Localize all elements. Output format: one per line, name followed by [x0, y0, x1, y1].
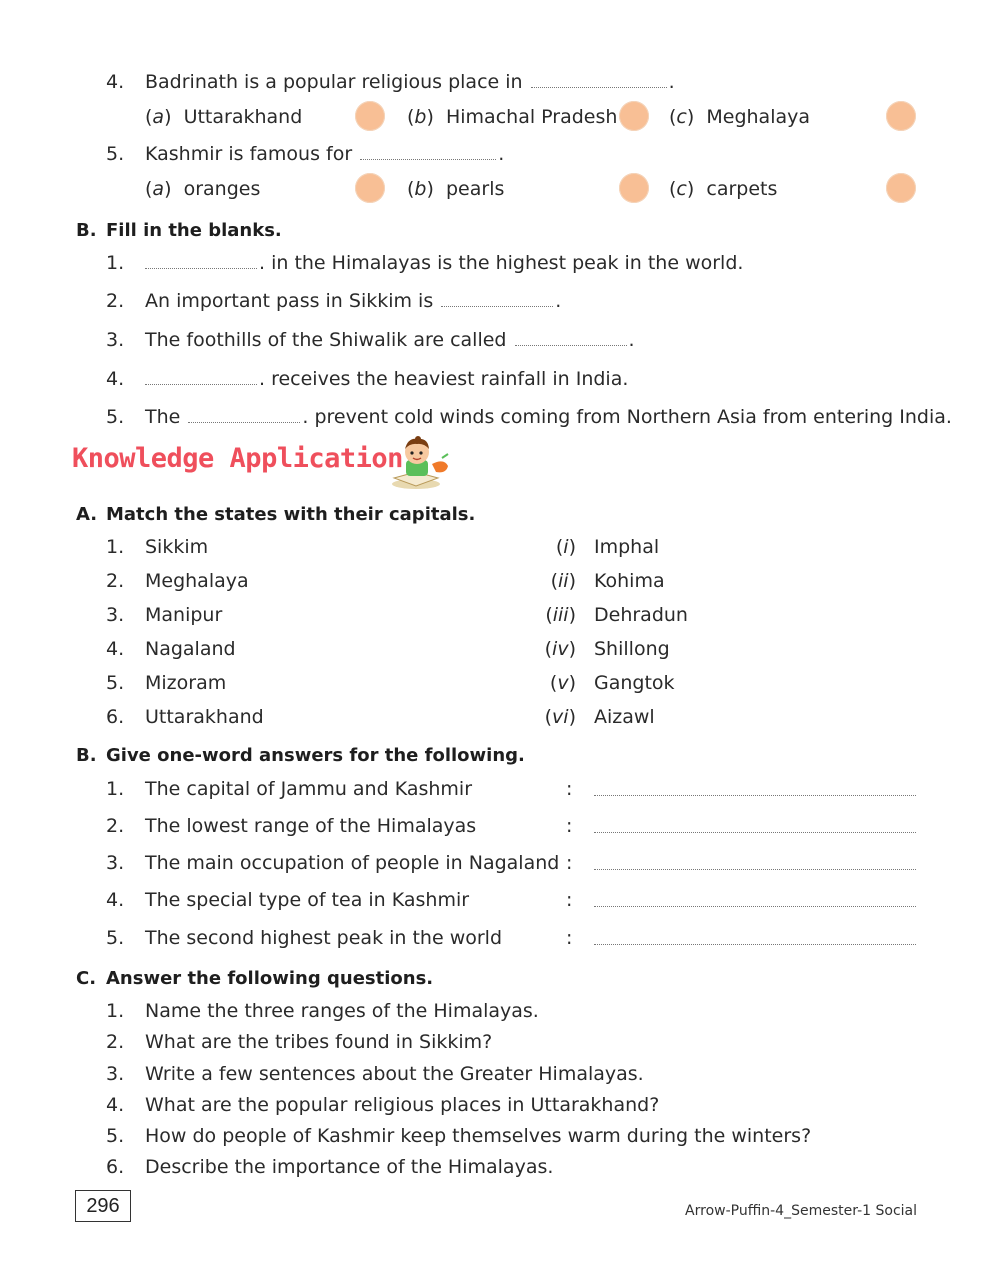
- capital-name: Shillong: [594, 638, 670, 660]
- option-b-bubble[interactable]: [619, 173, 649, 203]
- state-name: Sikkim: [145, 536, 209, 558]
- item-number: 1.: [106, 252, 125, 274]
- item-number: 6.: [106, 1156, 125, 1178]
- roman-numeral: (ii): [550, 570, 576, 592]
- section-heading: Answer the following questions.: [106, 968, 434, 989]
- answer-blank[interactable]: [515, 331, 627, 346]
- answer-line[interactable]: [594, 944, 916, 945]
- roman-numeral: (i): [555, 536, 576, 558]
- page-number: 296: [75, 1190, 131, 1222]
- section-heading: Give one-word answers for the following.: [106, 745, 525, 766]
- question-text: Name the three ranges of the Himalayas.: [145, 1000, 539, 1022]
- section-title: Knowledge Application: [72, 443, 403, 474]
- item-number: 3.: [106, 1063, 125, 1085]
- answer-line[interactable]: [594, 832, 916, 833]
- option-a-bubble[interactable]: [355, 173, 385, 203]
- colon: :: [566, 889, 573, 911]
- question-text: How do people of Kashmir keep themselves warm during the winters?: [145, 1125, 812, 1147]
- capital-name: Kohima: [594, 570, 665, 592]
- capital-name: Gangtok: [594, 672, 675, 694]
- question-number: 5.: [106, 143, 125, 165]
- item-number: 2.: [106, 290, 125, 312]
- option-a: (a) Uttarakhand: [145, 106, 303, 128]
- roman-numeral: (iv): [544, 638, 576, 660]
- option-b: (b) pearls: [407, 178, 505, 200]
- question-text: What are the tribes found in Sikkim?: [145, 1031, 493, 1053]
- option-c: (c) Meghalaya: [669, 106, 811, 128]
- answer-blank[interactable]: [145, 254, 257, 269]
- question-text: The second highest peak in the world: [145, 927, 503, 949]
- answer-blank[interactable]: [188, 408, 300, 423]
- answer-blank[interactable]: [441, 292, 553, 307]
- section-letter: B.: [76, 745, 97, 766]
- blank-item-2: An important pass in Sikkim is .: [145, 290, 562, 312]
- option-c-bubble[interactable]: [886, 173, 916, 203]
- state-name: Mizoram: [145, 672, 227, 694]
- colon: :: [566, 815, 573, 837]
- answer-line[interactable]: [594, 795, 916, 796]
- capital-name: Aizawl: [594, 706, 655, 728]
- blank-item-3: The foothills of the Shiwalik are called .: [145, 329, 635, 351]
- colon: :: [566, 852, 573, 874]
- question-text: Write a few sentences about the Greater Himalayas.: [145, 1063, 644, 1085]
- option-c: (c) carpets: [669, 178, 778, 200]
- blank-item-5: The . prevent cold winds coming from Northern Asia from entering India.: [145, 406, 952, 428]
- answer-line[interactable]: [594, 906, 916, 907]
- item-number: 4.: [106, 1094, 125, 1116]
- blank-item-1: . in the Himalayas is the highest peak in the world.: [145, 251, 743, 275]
- answer-blank[interactable]: [360, 145, 496, 160]
- item-number: 5.: [106, 927, 125, 949]
- question-number: 4.: [106, 71, 125, 93]
- answer-line[interactable]: [594, 869, 916, 870]
- item-number: 4.: [106, 368, 125, 390]
- question-text: Describe the importance of the Himalayas.: [145, 1156, 554, 1178]
- item-number: 5.: [106, 406, 125, 428]
- option-b: (b) Himachal Pradesh: [407, 106, 618, 128]
- section-letter: A.: [76, 504, 98, 525]
- question-text: Badrinath is a popular religious place in .: [145, 71, 675, 93]
- item-number: 2.: [106, 1031, 125, 1053]
- question-text: The main occupation of people in Nagaland: [145, 852, 560, 874]
- item-number: 1.: [106, 778, 125, 800]
- answer-blank[interactable]: [145, 370, 257, 385]
- question-text: The special type of tea in Kashmir: [145, 889, 470, 911]
- option-c-bubble[interactable]: [886, 101, 916, 131]
- roman-numeral: (vi): [544, 706, 576, 728]
- answer-blank[interactable]: [531, 73, 667, 88]
- section-letter: C.: [76, 968, 97, 989]
- item-number: 3.: [106, 604, 125, 626]
- item-number: 2.: [106, 570, 125, 592]
- option-b-bubble[interactable]: [619, 101, 649, 131]
- item-number: 1.: [106, 1000, 125, 1022]
- state-name: Nagaland: [145, 638, 236, 660]
- state-name: Meghalaya: [145, 570, 249, 592]
- colon: :: [566, 778, 573, 800]
- section-heading: Match the states with their capitals.: [106, 504, 476, 525]
- boy-reading-book-icon: [388, 434, 456, 492]
- section-heading: Fill in the blanks.: [106, 220, 282, 241]
- question-text: Kashmir is famous for .: [145, 143, 505, 165]
- blank-item-4: . receives the heaviest rainfall in India.: [145, 367, 628, 391]
- question-text: The capital of Jammu and Kashmir: [145, 778, 473, 800]
- footer-text: Arrow-Puffin-4_Semester-1 Social: [685, 1203, 917, 1219]
- item-number: 3.: [106, 852, 125, 874]
- state-name: Uttarakhand: [145, 706, 264, 728]
- item-number: 5.: [106, 1125, 125, 1147]
- roman-numeral: (iii): [545, 604, 576, 626]
- item-number: 5.: [106, 672, 125, 694]
- state-name: Manipur: [145, 604, 223, 626]
- item-number: 6.: [106, 706, 125, 728]
- section-letter: B.: [76, 220, 97, 241]
- capital-name: Dehradun: [594, 604, 688, 626]
- item-number: 4.: [106, 638, 125, 660]
- item-number: 4.: [106, 889, 125, 911]
- roman-numeral: (v): [549, 672, 576, 694]
- colon: :: [566, 927, 573, 949]
- question-text: The lowest range of the Himalayas: [145, 815, 477, 837]
- item-number: 1.: [106, 536, 125, 558]
- option-a-bubble[interactable]: [355, 101, 385, 131]
- option-a: (a) oranges: [145, 178, 261, 200]
- capital-name: Imphal: [594, 536, 660, 558]
- question-text: What are the popular religious places in Uttarakhand?: [145, 1094, 660, 1116]
- item-number: 3.: [106, 329, 125, 351]
- item-number: 2.: [106, 815, 125, 837]
